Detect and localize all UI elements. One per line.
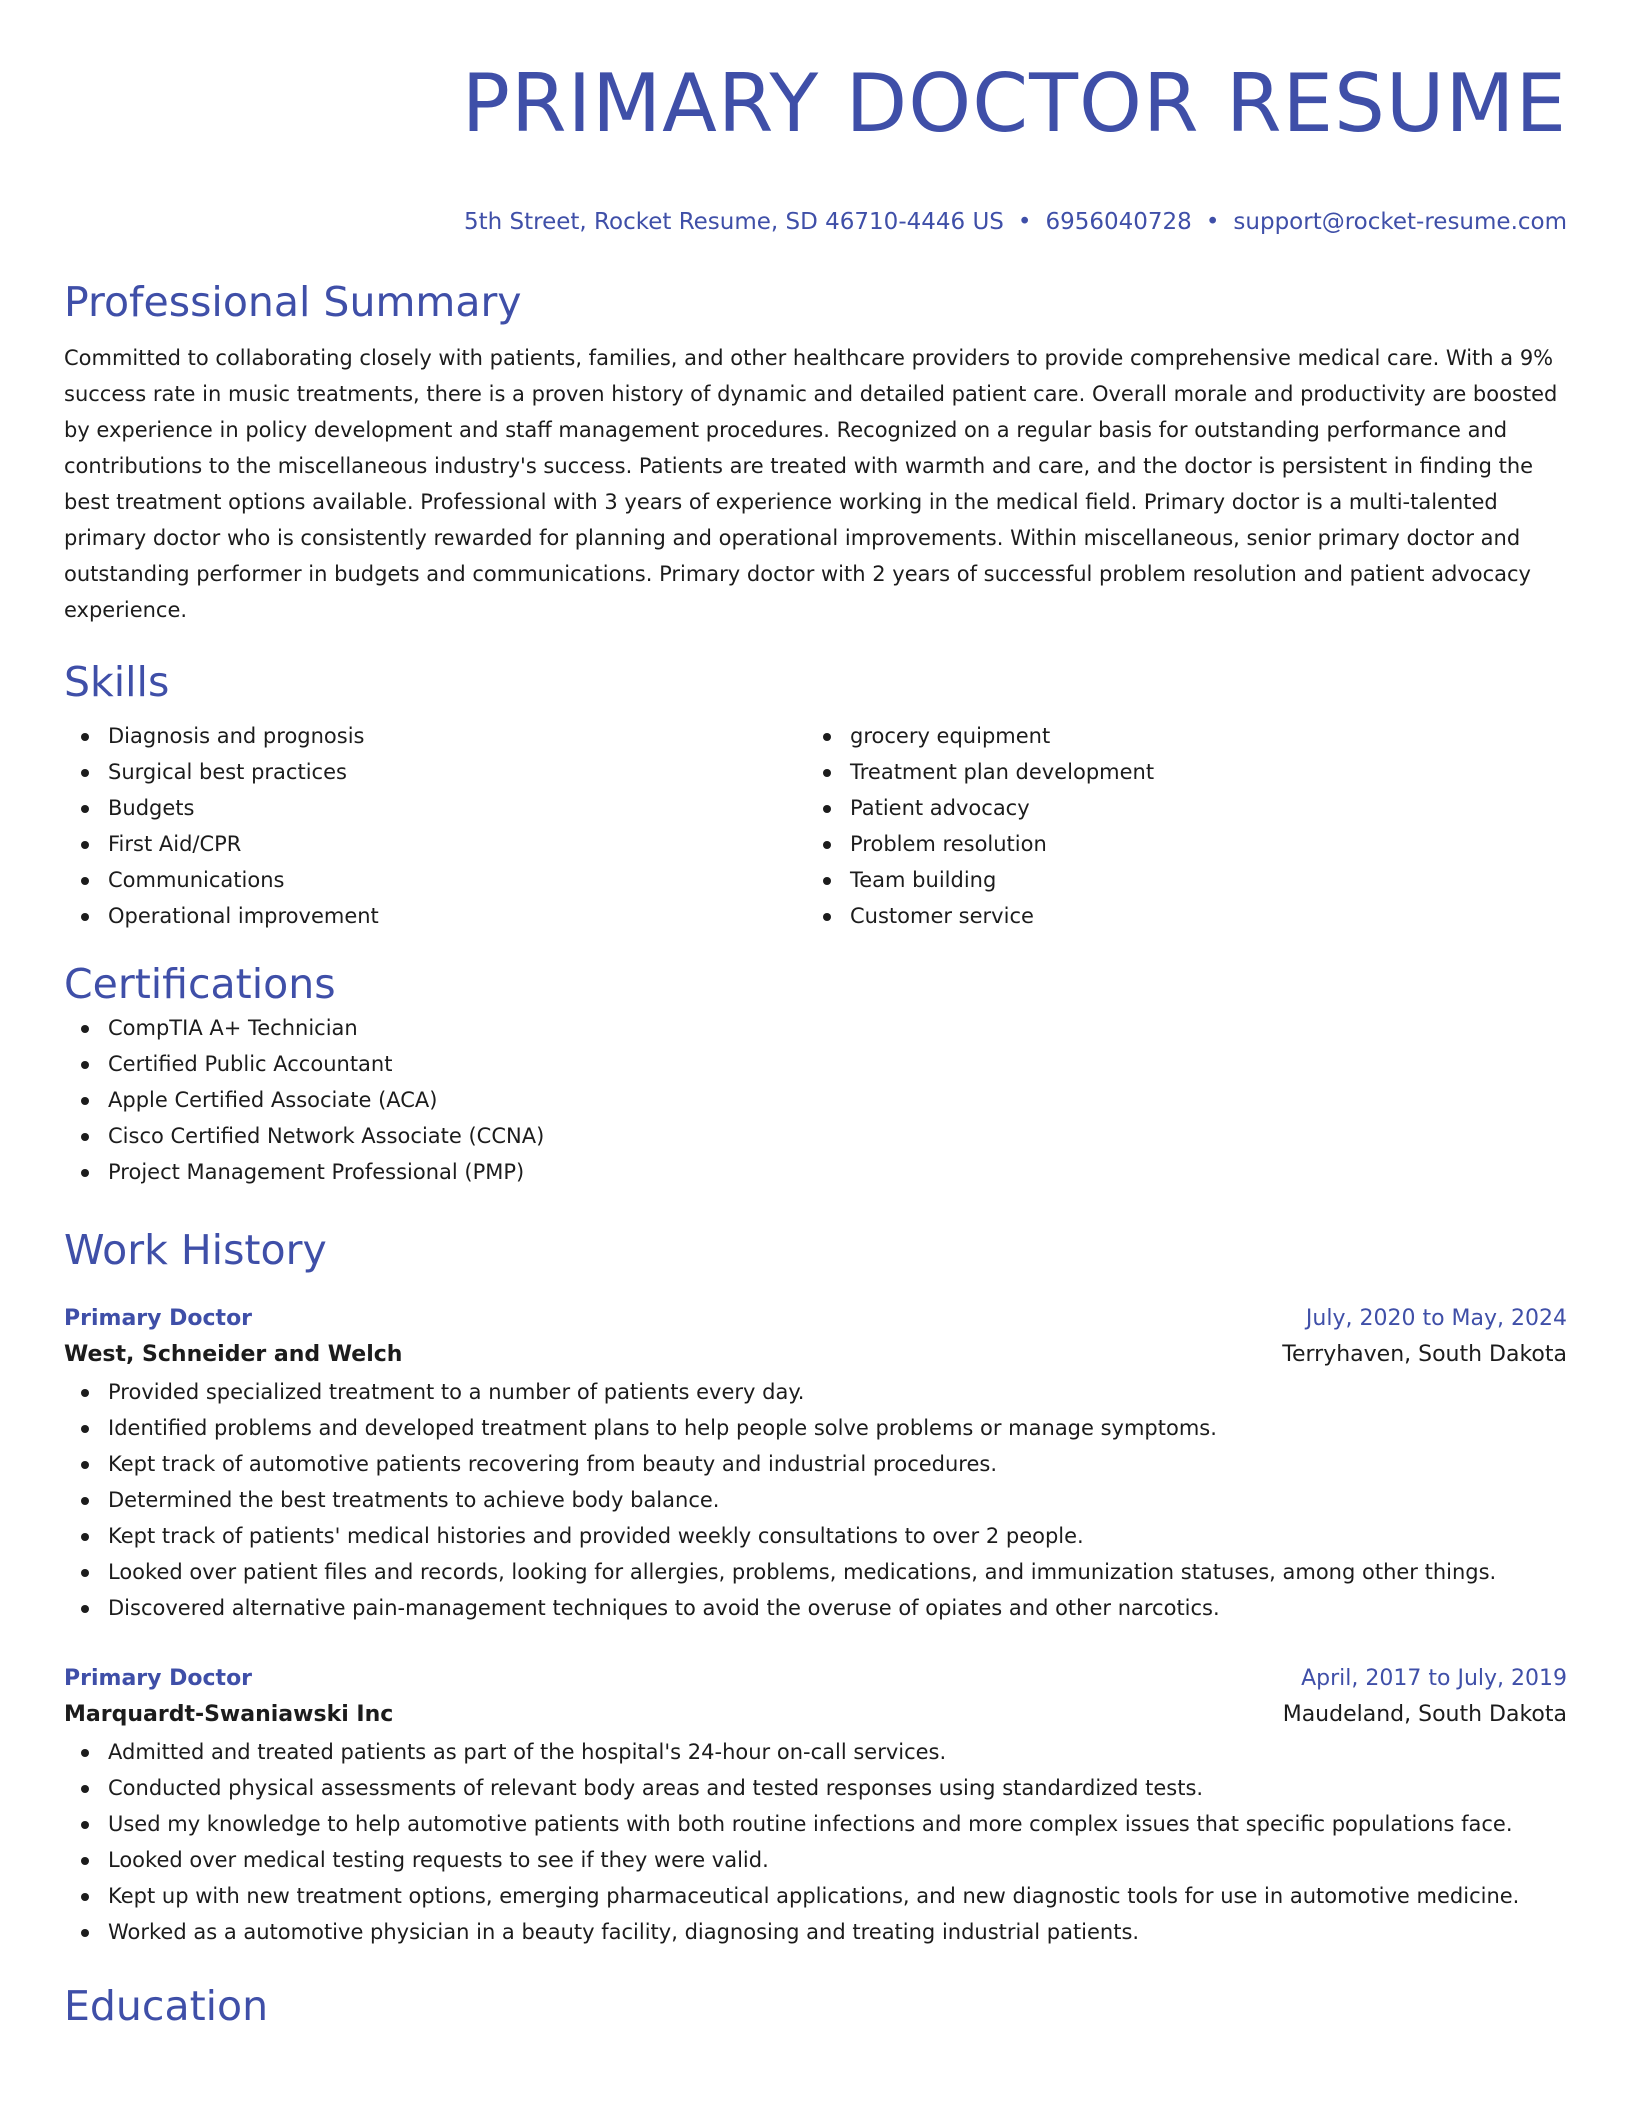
job-duties-list <box>64 1374 1567 1626</box>
certification-item: Cisco Certified Network Associate (CCNA) <box>108 1118 1567 1154</box>
job-title: Primary Doctor <box>64 1305 253 1331</box>
skills-column-left <box>64 718 806 934</box>
skill-item: Team building <box>850 862 1548 898</box>
work-history-heading: Work History <box>64 1225 327 1274</box>
skill-item: Treatment plan development <box>850 754 1548 790</box>
contact-separator: • <box>1205 208 1220 235</box>
summary-text: Committed to collaborating closely with patients, families, and other healthcare providers to provide comprehensive medical care. With a 9% success rate in music treatments, there is a proven history of dynamic and detailed patient care. Overall morale and productivity are boosted by experience in policy development and staff management procedures. Recognized on a regular basis for outstanding performance and contributions to the miscellaneous industry's success. Patients are treated with warmth and care, and the doctor is persistent in finding the best treatment options available. Professional with 3 years of experience working in the medical field. Primary doctor is a multi-talented primary doctor who is consistently rewarded for planning and operational improvements. Within miscellaneous, senior primary doctor and outstanding performer in budgets and communications. Primary doctor with 2 years of successful problem resolution and patient advocacy experience. <box>64 345 1558 622</box>
skill-item: Diagnosis and prognosis <box>108 718 806 754</box>
resume-title: PRIMARY DOCTOR RESUME <box>461 57 1567 150</box>
contact-separator: • <box>1017 208 1032 235</box>
certifications-list <box>64 1010 1567 1190</box>
certification-item: Certified Public Accountant <box>108 1046 1567 1082</box>
skill-item: Problem resolution <box>850 826 1548 862</box>
skill-item: First Aid/CPR <box>108 826 806 862</box>
education-heading: Education <box>64 1981 269 2030</box>
job-duty: Provided specialized treatment to a number of patients every day. <box>108 1374 1567 1410</box>
skill-item: Customer service <box>850 898 1548 934</box>
job-duty: Kept track of automotive patients recovering from beauty and industrial procedures. <box>108 1446 1567 1482</box>
certification-item: Project Management Professional (PMP) <box>108 1154 1567 1190</box>
skills-list-left <box>64 718 806 934</box>
job-duty: Worked as a automotive physician in a beauty facility, diagnosing and treating industrial patients. <box>108 1914 1567 1950</box>
skills-grid <box>64 718 1567 934</box>
job-duties-list <box>64 1734 1567 1950</box>
contact-address: 5th Street, Rocket Resume, SD 46710-4446 US <box>464 208 1004 235</box>
job-entry <box>64 1302 1567 1626</box>
skills-list-right <box>806 718 1548 934</box>
job-location: Terryhaven, South Dakota <box>1282 1341 1567 1367</box>
contact-phone: 6956040728 <box>1045 208 1192 235</box>
job-company-row <box>64 1336 1567 1374</box>
job-duty: Looked over patient files and records, looking for allergies, problems, medications, and immunization statuses, among other things. <box>108 1554 1567 1590</box>
job-duty: Looked over medical testing requests to see if they were valid. <box>108 1842 1567 1878</box>
resume-page <box>64 0 1567 2032</box>
job-duty: Identified problems and developed treatment plans to help people solve problems or manage symptoms. <box>108 1410 1567 1446</box>
job-duty: Kept track of patients' medical histories and provided weekly consultations to over 2 people. <box>108 1518 1567 1554</box>
job-duty: Determined the best treatments to achieve body balance. <box>108 1482 1567 1518</box>
job-title: Primary Doctor <box>64 1665 253 1691</box>
job-company-row <box>64 1696 1567 1734</box>
job-duty: Discovered alternative pain-management techniques to avoid the overuse of opiates and other narcotics. <box>108 1590 1567 1626</box>
job-company: West, Schneider and Welch <box>64 1341 403 1367</box>
job-title-row <box>64 1662 1567 1696</box>
skill-item: Operational improvement <box>108 898 806 934</box>
skills-heading: Skills <box>64 657 170 706</box>
job-entry <box>64 1662 1567 1950</box>
skills-column-right <box>806 718 1548 934</box>
certifications-heading: Certifications <box>64 959 336 1008</box>
skill-item: grocery equipment <box>850 718 1548 754</box>
job-company: Marquardt-Swaniawski Inc <box>64 1701 394 1727</box>
contact-line <box>64 206 1567 238</box>
job-duty: Used my knowledge to help automotive patients with both routine infections and more complex issues that specific populations face. <box>108 1806 1567 1842</box>
contact-email: support@rocket-resume.com <box>1233 208 1567 235</box>
summary-heading: Professional Summary <box>64 277 522 326</box>
skill-item: Communications <box>108 862 806 898</box>
job-duty: Kept up with new treatment options, emerging pharmaceutical applications, and new diagnostic tools for use in automotive medicine. <box>108 1878 1567 1914</box>
job-dates: July, 2020 to May, 2024 <box>1305 1305 1567 1331</box>
job-duty: Admitted and treated patients as part of the hospital's 24-hour on-call services. <box>108 1734 1567 1770</box>
job-title-row <box>64 1302 1567 1336</box>
certification-item: CompTIA A+ Technician <box>108 1010 1567 1046</box>
job-duty: Conducted physical assessments of relevant body areas and tested responses using standardized tests. <box>108 1770 1567 1806</box>
skill-item: Surgical best practices <box>108 754 806 790</box>
certification-item: Apple Certified Associate (ACA) <box>108 1082 1567 1118</box>
job-dates: April, 2017 to July, 2019 <box>1301 1665 1567 1691</box>
job-location: Maudeland, South Dakota <box>1282 1701 1567 1727</box>
skill-item: Patient advocacy <box>850 790 1548 826</box>
skill-item: Budgets <box>108 790 806 826</box>
